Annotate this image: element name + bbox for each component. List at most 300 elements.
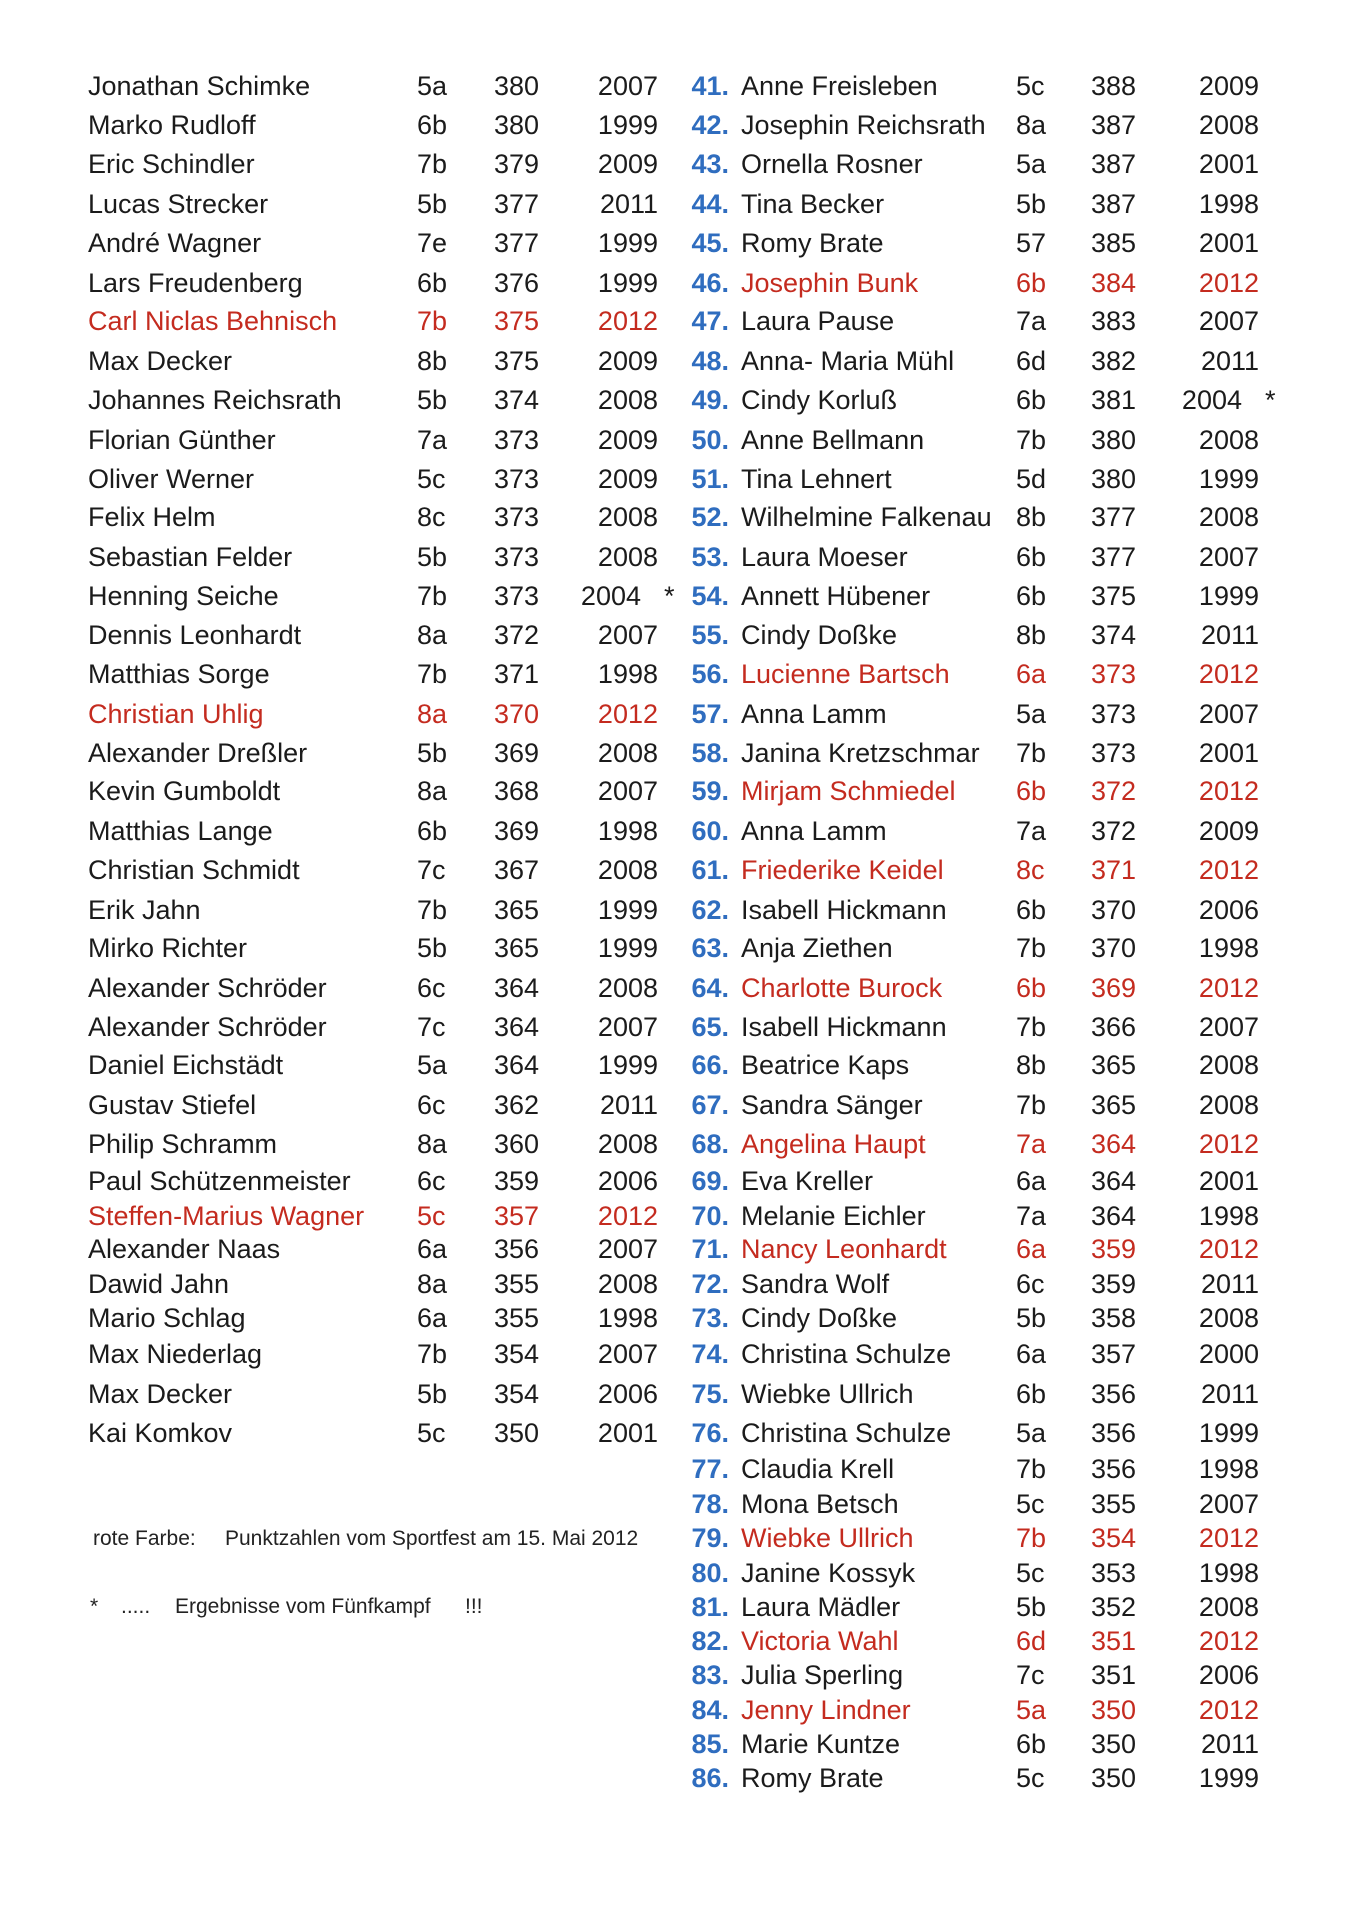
athlete-name: Victoria Wahl	[741, 1626, 899, 1656]
year-value: 2006	[597, 1379, 658, 1409]
year-value: 1999	[597, 895, 658, 925]
asterisk-symbol: *	[90, 1595, 99, 1618]
rank-number: 57.	[691, 699, 729, 729]
year-value: 2011	[1200, 1269, 1259, 1299]
year-value: 2008	[597, 542, 658, 572]
athlete-name: Dennis Leonhardt	[88, 620, 302, 650]
year-value: 2012	[1198, 1129, 1259, 1159]
class-label: 57	[1016, 228, 1047, 258]
rank-number: 67.	[691, 1090, 729, 1120]
points-value: 372	[494, 620, 540, 650]
class-label: 8a	[417, 699, 448, 729]
class-label: 7b	[417, 306, 448, 336]
ranking-row	[0, 70, 1358, 102]
points-value: 350	[1091, 1729, 1137, 1759]
class-label: 8b	[1016, 502, 1047, 532]
points-value: 356	[494, 1234, 540, 1264]
points-value: 364	[1091, 1166, 1137, 1196]
ranking-row	[0, 541, 1358, 573]
class-label: 5c	[1016, 71, 1045, 101]
athlete-name: Alexander Schröder	[88, 973, 327, 1003]
points-value: 375	[494, 346, 540, 376]
points-value: 366	[1091, 1012, 1137, 1042]
class-label: 5b	[417, 738, 448, 768]
class-label: 5a	[417, 1050, 448, 1080]
year-value: 2008	[597, 502, 658, 532]
class-label: 7b	[1016, 1090, 1047, 1120]
points-value: 351	[1091, 1660, 1137, 1690]
athlete-name: Christina Schulze	[741, 1418, 952, 1448]
points-value: 355	[494, 1269, 540, 1299]
points-value: 387	[1091, 110, 1137, 140]
year-value: 2011	[599, 1090, 658, 1120]
year-value: 1998	[597, 816, 658, 846]
year-value: 2012	[1198, 1626, 1259, 1656]
points-value: 364	[1091, 1201, 1137, 1231]
class-label: 5c	[1016, 1558, 1045, 1588]
ranking-row	[0, 1011, 1358, 1043]
rank-number: 48.	[691, 346, 729, 376]
class-label: 6b	[1016, 1379, 1047, 1409]
year-value: 2007	[597, 1234, 658, 1264]
athlete-name: Matthias Lange	[88, 816, 273, 846]
ranking-row	[0, 188, 1358, 220]
year-value: 2009	[597, 149, 658, 179]
ranking-row	[0, 1338, 1358, 1370]
points-value: 364	[494, 973, 540, 1003]
athlete-name: Sandra Wolf	[741, 1269, 890, 1299]
year-value: 2012	[1198, 659, 1259, 689]
year-value: 2012	[1198, 776, 1259, 806]
points-value: 370	[494, 699, 540, 729]
athlete-name: Christian Uhlig	[88, 699, 264, 729]
class-label: 5b	[417, 189, 448, 219]
class-label: 6b	[1016, 581, 1047, 611]
points-value: 359	[1091, 1269, 1137, 1299]
rank-number: 44.	[691, 189, 729, 219]
points-value: 364	[1091, 1129, 1137, 1159]
year-value: 2008	[1198, 110, 1259, 140]
athlete-name: Ornella Rosner	[741, 149, 923, 179]
ranking-row	[0, 894, 1358, 926]
rank-number: 49.	[691, 385, 729, 415]
rank-number: 66.	[691, 1050, 729, 1080]
points-value: 367	[494, 855, 540, 885]
points-value: 373	[494, 502, 540, 532]
class-label: 6b	[1016, 973, 1047, 1003]
ranking-row	[0, 1378, 1358, 1410]
year-value: 2008	[1198, 1090, 1259, 1120]
athlete-name: Daniel Eichstädt	[88, 1050, 284, 1080]
class-label: 8b	[1016, 620, 1047, 650]
athlete-name: Melanie Eichler	[741, 1201, 926, 1231]
year-value: 1998	[1198, 1454, 1259, 1484]
rank-number: 42.	[691, 110, 729, 140]
year-value: 2011	[1200, 620, 1259, 650]
year-value: 1998	[1198, 1201, 1259, 1231]
points-value: 380	[1091, 425, 1137, 455]
rank-number: 81.	[691, 1592, 729, 1622]
athlete-name: Beatrice Kaps	[741, 1050, 910, 1080]
points-value: 365	[494, 895, 540, 925]
points-value: 372	[1091, 776, 1137, 806]
athlete-name: Romy Brate	[741, 228, 884, 258]
athlete-name: Jenny Lindner	[741, 1695, 911, 1725]
points-value: 377	[1091, 542, 1137, 572]
year-value: 2012	[1198, 1695, 1259, 1725]
points-value: 356	[1091, 1454, 1137, 1484]
ranking-row	[0, 775, 1358, 807]
athlete-name: Wiebke Ullrich	[741, 1523, 914, 1553]
ranking-row	[0, 1200, 1358, 1232]
points-value: 365	[1091, 1090, 1137, 1120]
ranking-row	[0, 1659, 1358, 1691]
points-value: 375	[494, 306, 540, 336]
points-value: 364	[494, 1050, 540, 1080]
class-label: 5c	[417, 1201, 446, 1231]
rank-number: 77.	[691, 1454, 729, 1484]
ranking-row	[0, 1762, 1358, 1794]
athlete-name: Angelina Haupt	[741, 1129, 926, 1159]
athlete-name: Oliver Werner	[88, 464, 255, 494]
year-value: 2012	[1198, 855, 1259, 885]
rank-number: 80.	[691, 1558, 729, 1588]
athlete-name: Wilhelmine Falkenau	[741, 502, 992, 532]
ranking-row	[0, 267, 1358, 299]
year-value: 1998	[597, 659, 658, 689]
points-value: 373	[1091, 738, 1137, 768]
points-value: 357	[1091, 1339, 1137, 1369]
rank-number: 53.	[691, 542, 729, 572]
rank-number: 47.	[691, 306, 729, 336]
year-value: 2008	[597, 1269, 658, 1299]
athlete-name: Max Niederlag	[88, 1339, 263, 1369]
athlete-name: Kai Komkov	[88, 1418, 233, 1448]
year-value: 1998	[1198, 1558, 1259, 1588]
athlete-name: Josephin Reichsrath	[741, 110, 986, 140]
athlete-name: Alexander Naas	[88, 1234, 281, 1264]
athlete-name: Mirko Richter	[88, 933, 248, 963]
year-value: 2007	[597, 71, 658, 101]
ranking-row	[0, 698, 1358, 730]
points-value: 380	[494, 71, 540, 101]
points-value: 356	[1091, 1379, 1137, 1409]
year-value: 1998	[597, 1303, 658, 1333]
asterisk-dots: .....	[121, 1595, 151, 1618]
athlete-name: Eva Kreller	[741, 1166, 874, 1196]
athlete-name: Erik Jahn	[88, 895, 201, 925]
points-value: 353	[1091, 1558, 1137, 1588]
points-value: 382	[1091, 346, 1137, 376]
points-value: 374	[1091, 620, 1137, 650]
points-value: 375	[1091, 581, 1137, 611]
ranking-row	[0, 1488, 1358, 1520]
athlete-name: Claudia Krell	[741, 1454, 895, 1484]
year-value: 2009	[597, 464, 658, 494]
athlete-name: Eric Schindler	[88, 149, 255, 179]
ranking-row	[0, 932, 1358, 964]
year-value: 1999	[1198, 1418, 1259, 1448]
class-label: 6c	[417, 1166, 446, 1196]
points-value: 376	[494, 268, 540, 298]
year-value: 2012	[1198, 1523, 1259, 1553]
rank-number: 54.	[691, 581, 729, 611]
points-value: 369	[494, 816, 540, 846]
points-value: 380	[494, 110, 540, 140]
athlete-name: Marie Kuntze	[741, 1729, 901, 1759]
year-value: 2006	[1198, 895, 1259, 925]
footnote-marker: *	[1265, 385, 1276, 415]
rank-number: 73.	[691, 1303, 729, 1333]
ranking-row	[0, 580, 1358, 612]
class-label: 8b	[417, 346, 448, 376]
class-label: 8a	[417, 1129, 448, 1159]
athlete-name: Jonathan Schimke	[88, 71, 311, 101]
points-value: 357	[494, 1201, 540, 1231]
points-value: 377	[1091, 502, 1137, 532]
points-value: 354	[494, 1339, 540, 1369]
class-label: 7b	[417, 581, 448, 611]
rank-number: 58.	[691, 738, 729, 768]
class-label: 5a	[1016, 1418, 1047, 1448]
class-label: 7c	[417, 1012, 446, 1042]
ranking-row	[0, 424, 1358, 456]
year-value: 2012	[1198, 268, 1259, 298]
class-label: 5b	[417, 933, 448, 963]
year-value: 2008	[597, 385, 658, 415]
rank-number: 84.	[691, 1695, 729, 1725]
rank-number: 60.	[691, 816, 729, 846]
athlete-name: Mario Schlag	[88, 1303, 246, 1333]
year-value: 2004	[1181, 385, 1242, 415]
class-label: 5b	[1016, 189, 1047, 219]
athlete-name: Dawid Jahn	[88, 1269, 230, 1299]
points-value: 354	[494, 1379, 540, 1409]
class-label: 6a	[1016, 1339, 1047, 1369]
class-label: 7a	[417, 425, 448, 455]
athlete-name: Isabell Hickmann	[741, 1012, 947, 1042]
year-value: 2008	[597, 973, 658, 1003]
athlete-name: Christina Schulze	[741, 1339, 952, 1369]
ranking-row	[0, 463, 1358, 495]
class-label: 6d	[1016, 346, 1047, 376]
year-value: 2007	[597, 1339, 658, 1369]
year-value: 2008	[1198, 1303, 1259, 1333]
class-label: 6a	[417, 1234, 448, 1264]
year-value: 1999	[597, 268, 658, 298]
points-value: 369	[1091, 973, 1137, 1003]
ranking-row	[0, 345, 1358, 377]
athlete-name: Gustav Stiefel	[88, 1090, 257, 1120]
class-label: 7a	[1016, 306, 1047, 336]
class-label: 8a	[417, 776, 448, 806]
athlete-name: Isabell Hickmann	[741, 895, 947, 925]
class-label: 7a	[1016, 1201, 1047, 1231]
points-value: 383	[1091, 306, 1137, 336]
year-value: 2001	[1198, 149, 1259, 179]
points-value: 369	[494, 738, 540, 768]
class-label: 6c	[417, 973, 446, 1003]
year-value: 2008	[597, 1129, 658, 1159]
athlete-name: Laura Moeser	[741, 542, 908, 572]
rank-number: 72.	[691, 1269, 729, 1299]
athlete-name: Charlotte Burock	[741, 973, 943, 1003]
athlete-name: Philip Schramm	[88, 1129, 278, 1159]
year-value: 2007	[1198, 542, 1259, 572]
ranking-row	[0, 305, 1358, 337]
year-value: 2006	[1198, 1660, 1259, 1690]
ranking-row	[0, 737, 1358, 769]
rank-number: 52.	[691, 502, 729, 532]
athlete-name: Sandra Sänger	[741, 1090, 923, 1120]
year-value: 2011	[1200, 1729, 1259, 1759]
points-value: 373	[1091, 699, 1137, 729]
athlete-name: Anne Freisleben	[741, 71, 938, 101]
ranking-row	[0, 1453, 1358, 1485]
points-value: 364	[494, 1012, 540, 1042]
athlete-name: Alexander Schröder	[88, 1012, 327, 1042]
rank-number: 82.	[691, 1626, 729, 1656]
rank-number: 43.	[691, 149, 729, 179]
athlete-name: Lars Freudenberg	[88, 268, 303, 298]
year-value: 2008	[597, 855, 658, 885]
class-label: 6b	[1016, 385, 1047, 415]
asterisk-note	[0, 1593, 1358, 1621]
athlete-name: Cindy Doßke	[741, 1303, 898, 1333]
athlete-name: Friederike Keidel	[741, 855, 944, 885]
asterisk-exclamation: !!!	[465, 1595, 483, 1618]
year-value: 2011	[1200, 346, 1259, 376]
year-value: 2011	[599, 189, 658, 219]
class-label: 6b	[1016, 776, 1047, 806]
year-value: 1999	[1198, 581, 1259, 611]
class-label: 8c	[1016, 855, 1045, 885]
year-value: 2009	[597, 346, 658, 376]
class-label: 5b	[417, 542, 448, 572]
rank-number: 86.	[691, 1763, 729, 1793]
year-value: 2006	[597, 1166, 658, 1196]
footnote-marker: *	[664, 581, 675, 611]
rank-number: 55.	[691, 620, 729, 650]
athlete-name: Matthias Sorge	[88, 659, 270, 689]
athlete-name: Lucas Strecker	[88, 189, 269, 219]
class-label: 6a	[1016, 1166, 1047, 1196]
athlete-name: Marko Rudloff	[88, 110, 256, 140]
points-value: 387	[1091, 189, 1137, 219]
class-label: 6a	[1016, 1234, 1047, 1264]
year-value: 2007	[1198, 699, 1259, 729]
points-value: 358	[1091, 1303, 1137, 1333]
class-label: 7a	[1016, 1129, 1047, 1159]
class-label: 7c	[417, 855, 446, 885]
points-value: 379	[494, 149, 540, 179]
class-label: 7b	[417, 895, 448, 925]
year-value: 1999	[1198, 1763, 1259, 1793]
rank-number: 75.	[691, 1379, 729, 1409]
athlete-name: Cindy Korluß	[741, 385, 898, 415]
class-label: 5c	[417, 464, 446, 494]
class-label: 6a	[1016, 659, 1047, 689]
year-value: 1998	[1198, 933, 1259, 963]
athlete-name: Kevin Gumboldt	[88, 776, 281, 806]
athlete-name: Nancy Leonhardt	[741, 1234, 947, 1264]
athlete-name: Felix Helm	[88, 502, 216, 532]
athlete-name: Josephin Bunk	[741, 268, 919, 298]
ranking-row	[0, 1089, 1358, 1121]
year-value: 2008	[1198, 425, 1259, 455]
class-label: 7b	[1016, 1454, 1047, 1484]
rank-number: 62.	[691, 895, 729, 925]
athlete-name: Johannes Reichsrath	[88, 385, 342, 415]
rank-number: 65.	[691, 1012, 729, 1042]
points-value: 351	[1091, 1626, 1137, 1656]
class-label: 5d	[1016, 464, 1047, 494]
asterisk-note-text: Ergebnisse vom Fünfkampf	[175, 1595, 431, 1618]
year-value: 2007	[597, 776, 658, 806]
athlete-name: Anja Ziethen	[741, 933, 893, 963]
class-label: 7e	[417, 228, 448, 258]
year-value: 2012	[1198, 973, 1259, 1003]
points-value: 388	[1091, 71, 1137, 101]
class-label: 8a	[417, 620, 448, 650]
year-value: 1999	[597, 228, 658, 258]
class-label: 5b	[1016, 1592, 1047, 1622]
rank-number: 70.	[691, 1201, 729, 1231]
class-label: 5c	[1016, 1489, 1045, 1519]
points-value: 355	[494, 1303, 540, 1333]
year-value: 2009	[597, 425, 658, 455]
class-label: 5b	[1016, 1303, 1047, 1333]
points-value: 377	[494, 189, 540, 219]
rank-number: 79.	[691, 1523, 729, 1553]
rank-number: 64.	[691, 973, 729, 1003]
athlete-name: Anna- Maria Mühl	[741, 346, 955, 376]
ranking-row	[0, 619, 1358, 651]
color-legend-text: Punktzahlen vom Sportfest am 15. Mai 2012	[225, 1527, 639, 1550]
class-label: 5c	[417, 1418, 446, 1448]
athlete-name: Tina Lehnert	[741, 464, 892, 494]
points-value: 362	[494, 1090, 540, 1120]
ranking-row	[0, 501, 1358, 533]
year-value: 2008	[597, 738, 658, 768]
color-legend-label: rote Farbe:	[93, 1527, 196, 1550]
ranking-row	[0, 815, 1358, 847]
class-label: 8b	[1016, 1050, 1047, 1080]
class-label: 6b	[1016, 542, 1047, 572]
class-label: 7b	[417, 149, 448, 179]
year-value: 2004	[580, 581, 641, 611]
points-value: 359	[494, 1166, 540, 1196]
year-value: 2007	[597, 620, 658, 650]
points-value: 350	[1091, 1763, 1137, 1793]
athlete-name: Laura Mädler	[741, 1592, 901, 1622]
year-value: 1999	[597, 110, 658, 140]
ranking-row	[0, 1625, 1358, 1657]
athlete-name: Alexander Dreßler	[88, 738, 308, 768]
points-value: 371	[1091, 855, 1137, 885]
year-value: 2012	[597, 306, 658, 336]
athlete-name: Paul Schützenmeister	[88, 1166, 351, 1196]
points-value: 370	[1091, 933, 1137, 963]
year-value: 1999	[597, 1050, 658, 1080]
ranking-row	[0, 1268, 1358, 1300]
year-value: 1999	[1198, 464, 1259, 494]
points-value: 350	[1091, 1695, 1137, 1725]
class-label: 7b	[1016, 933, 1047, 963]
year-value: 2001	[1198, 1166, 1259, 1196]
rank-number: 63.	[691, 933, 729, 963]
year-value: 2008	[1198, 502, 1259, 532]
